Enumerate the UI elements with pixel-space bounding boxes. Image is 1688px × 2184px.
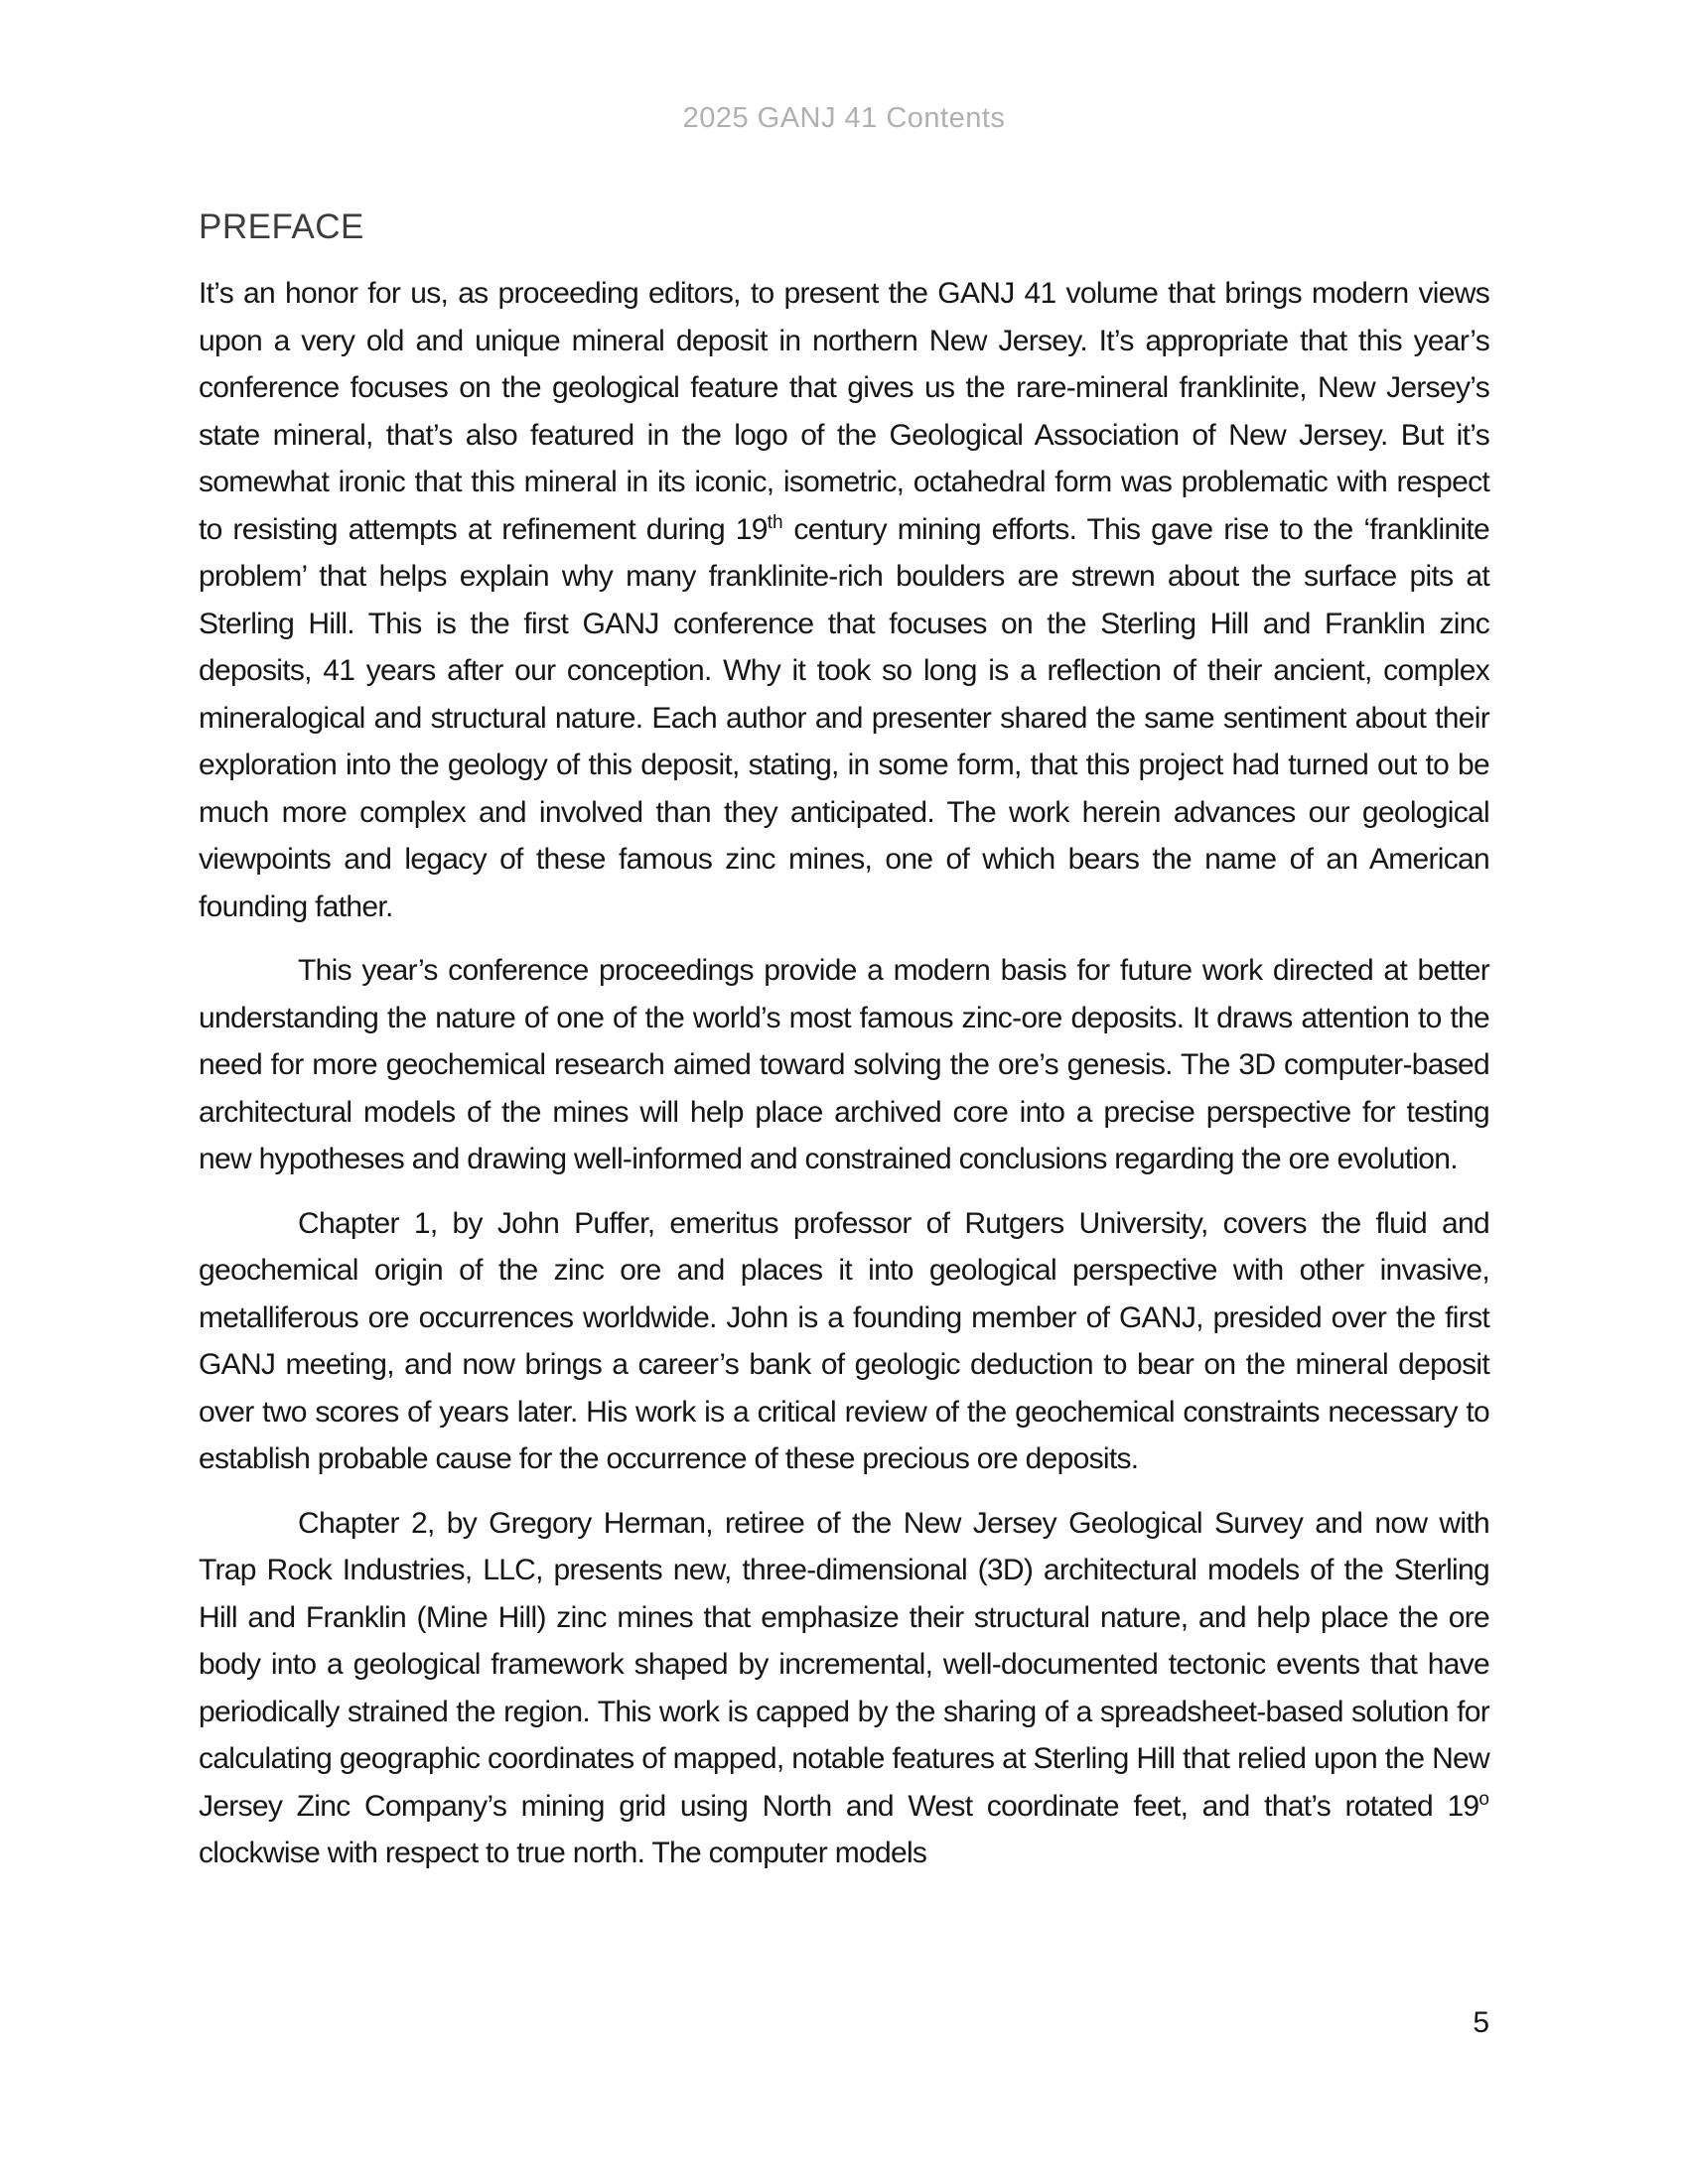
page-number: 5 bbox=[1473, 2006, 1489, 2039]
content-area bbox=[199, 0, 1489, 1894]
preface-body bbox=[199, 270, 1489, 1877]
paragraph: Chapter 1, by John Puffer, emeritus professor of Rutgers University, covers the fluid and geochemical origin of the zinc ore and places it into geological perspective with other invasive, metalliferous ore occurrences worldwide. John is a founding member of GANJ, presided over the first GANJ meeting, and now brings a career’s bank of geologic deduction to bear on the mineral deposit over two scores of years later. His work is a critical review of the geochemical constraints necessary to establish probable cause for the occurrence of these precious ore deposits. bbox=[199, 1206, 1489, 1475]
preface-title: PREFACE bbox=[199, 207, 364, 246]
running-header-text: 2025 GANJ 41 Contents bbox=[682, 102, 1006, 134]
superscript: o bbox=[1478, 1788, 1489, 1810]
paragraph: Chapter 2, by Gregory Herman, retiree of the New Jersey Geological Survey and now with Trap Rock Industries, LLC, presents new, three-dimensional (3D) architectural models of the Sterling Hill and Franklin (Mine Hill) zinc mines that emphasize their structural nature, and help place the ore body into a geological framework shaped by incremental, well-documented tectonic events that have periodically strained the region. This work is capped by the sharing of a spreadsheet-based solution for calculating geographic coordinates of mapped, notable features at Sterling Hill that relied upon the New Jersey Zinc Company’s mining grid using North and West coordinate feet, and that’s rotated 19$^o$ clockwise with respect to true north. The computer models bbox=[199, 1506, 1489, 1869]
paragraph: This year’s conference proceedings provide a modern basis for future work directed at better understanding the nature of one of the world’s most famous zinc-ore deposits. It draws attention to the need for more geochemical research aimed toward solving the ore’s genesis. The 3D computer-based architectural models of the mines will help place archived core into a precise perspective for testing new hypotheses and drawing well-informed and constrained conclusions regarding the ore evolution. bbox=[199, 954, 1489, 1175]
superscript: th bbox=[767, 511, 783, 533]
paragraph: It’s an honor for us, as proceeding editors, to present the GANJ 41 volume that brings modern views upon a very old and unique mineral deposit in northern New Jersey. It’s appropriate that this year’s conference focuses on the geological feature that gives us the rare-mineral franklinite, New Jersey’s state mineral, that’s also featured in the logo of the Geological Association of New Jersey. But it’s somewhat ironic that this mineral in its iconic, isometric, octahedral form was problematic with respect to resisting attempts at refinement during 19th century mining efforts. This gave rise to the ‘franklinite problem’ that helps explain why many franklinite-rich boulders are strewn about the surface pits at Sterling Hill. This is the first GANJ conference that focuses on the Sterling Hill and Franklin zinc deposits, 41 years after our conception. Why it took so long is a reflection of their ancient, complex mineralogical and structural nature. Each author and presenter shared the same sentiment about their exploration into the geology of this deposit, stating, in some form, that this project had turned out to be much more complex and involved than they anticipated. The work herein advances our geological viewpoints and legacy of these famous zinc mines, one of which bears the name of an American founding father. bbox=[199, 277, 1489, 923]
